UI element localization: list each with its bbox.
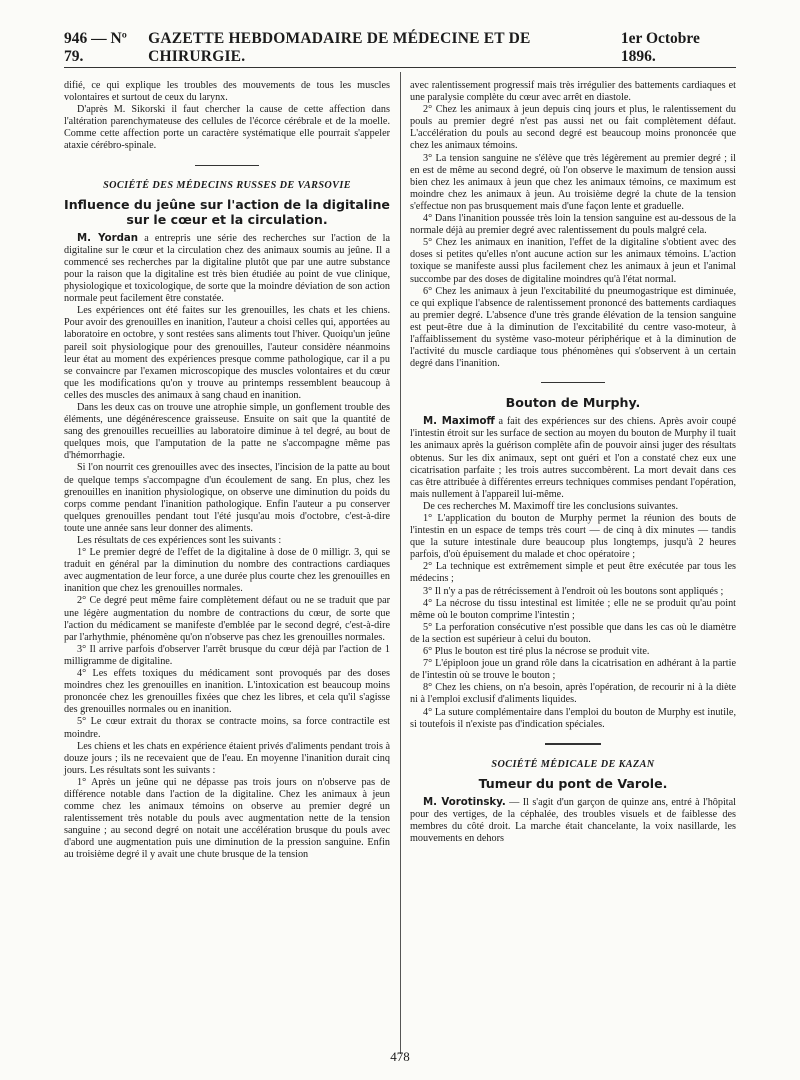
list-item: 6° Plus le bouton est tiré plus la nécrose se produit vite. [423,646,650,658]
paragraph: M. Yordan a entrepris une série des recherches sur l'action de la digitaline sur le cœur et la circulation chez des animaux soumis au jeûne. Il a commencé ses recherches par la digitaline plutôt que par une autre substance pour la raison que la digitaline est très bien étudiée au point de vue clinique, physiologique et toxicologique, de sorte que la moindre déviation de son action normale peut facilement être constatée. [64,232,390,305]
section-heading: SOCIÉTÉ DES MÉDECINS RUSSES DE VARSOVIE [103,179,351,191]
paragraph: difié, ce qui explique les troubles des mouvements de tous les muscles volontaires et surtout de ceux du larynx. [64,80,390,104]
right-column [410,80,736,845]
paragraph: Les expériences ont été faites sur les grenouilles, les chats et les chiens. Pour avoir des grenouilles en inanition, l'auteur a choisi celles qui, apportées au laboratoire en octobre, y sont restées sans aliments tout l'hiver. Quoiqu'un jeûne pareil soit physiologique pour des grenouilles, l'auteur considère néanmoins leur état au moment des expériences presque comme pathologique, car il a pu se convaincre par l'examen microscopique des muscles volontaires et du cœur que les modifications qu'on y trouve au printemps ressemblent beaucoup à celles des muscles des animaux à sang chaud en inanition. [64,305,390,401]
paragraph: D'après M. Sikorski il faut chercher la cause de cette affection dans l'altération parenchymateuse des cellules de l'écorce cérébrale et de la moelle. Comme cette affection porte un caractère systématique elle pourrait s'appeler ataxie cérébro-spinale. [64,104,390,152]
article-title: Bouton de Murphy. [505,395,641,411]
author-name: M. Vorotinsky. [423,796,506,808]
paragraph: M. Maximoff a fait des expériences sur des chiens. Après avoir coupé l'intestin étroit sur les surface de section au moyen du bouton de Murphy il tuait les animaux après la guérison complète afin de pouvoir ainsi juger des résultats obtenus. Sur les dix animaux, sept ont guéri et l'on a constaté chez eux une cicatrisation parfaite ; les trois autres succombèrent. La mort devait dans ces cas être attribuée à différentes erreurs techniques commises pendant l'opération, mais nullement à l'appareil lui-même. [410,416,737,500]
section-heading: SOCIÉTÉ MÉDICALE DE KAZAN [491,758,655,770]
list-item: 6° Chez les animaux à jeun l'excitabilité du pneumogastrique est diminuée, ce qui explique l'absence de ralentissement prononcé des battements cardiaques au premier degré. L'absence d'une très grande élévation de la tension sanguine est peut-être due à la diminution de l'excitabilité du centre vaso-moteur, à l'affaiblissement du système vaso-moteur périphérique et à la diminution de l'activité du muscle cardiaque tous phénomènes qui s'observent à un certain degré dans l'inanition. [410,285,736,370]
issue-date: 1er Octobre 1896. [620,30,700,65]
list-item: 1° L'application du bouton de Murphy permet la réunion des bouts de l'intestin en un espace de temps très court — de cinq à dix minutes — tandis que la suture intestinale dure beaucoup plus longtemps, jusqu'à 2 heures parfois, d'où épuisement du malade et choc opératoire ; [410,513,736,561]
column-divider [400,72,401,1054]
list-item: 1° Après un jeûne qui ne dépasse pas trois jours on n'observe pas de différence notable dans l'action de la digitaline. Chez les animaux à jeun comme chez les animaux témoins on observe au premier degré un ralentissement très notable du pouls avec augmentation nette de la tension sanguine ; au second degré on notait une accélération brusque du pouls avec d'abord une augmentation puis une diminution de la pression sanguine. Enfin au troisième degré il y avait une chute brusque de la tension [64,776,390,861]
list-item: 2° Chez les animaux à jeun depuis cinq jours et plus, le ralentissement du pouls au premier degré n'est pas aussi net ou fait complètement défaut. L'accélération du pouls au second degré est beaucoup moins prononcée que chez les animaux témoins. [410,104,736,152]
list-item: 8° Chez les chiens, on n'a besoin, après l'opération, de recourir ni à la diète ni à l'emploi exclusif d'aliments liquides. [410,682,736,706]
paragraph: Si l'on nourrit ces grenouilles avec des insectes, l'incision de la patte au bout de quelque temps s'accompagne d'un écoulement de sang. En plus, chez les grenouilles en inanition physiologique, on observe une diminution du poids du corps comme pendant l'inanition pathologique. Enfin l'auteur a pu conserver quelques grenouilles pendant tout l'été jusqu'au mois d'octobre, c'est-à-dire toute une année sans leur donner des aliments. [64,462,390,534]
paragraph: avec ralentissement progressif mais très irrégulier des battements cardiaques et une paralysie complète du cœur avec arrêt en diastole. [410,80,736,104]
list-item: 4° La suture complémentaire dans l'emploi du bouton de Murphy est inutile, si toutefois il n'existe pas d'indication spéciales. [410,706,736,730]
list-item: 2° La technique est extrêmement simple et peut être exécutée par tous les médecins ; [410,561,736,585]
list-item: 3° Il arrive parfois d'observer l'arrêt brusque du cœur déjà par l'action de 1 milligramme de digitaline. [64,643,390,667]
section-separator [541,382,605,383]
journal-title: GAZETTE HEBDOMADAIRE DE MÉDECINE ET DE CHIRURGIE. [148,30,531,65]
header-rule [64,67,736,68]
section-separator [195,165,259,166]
list-item: 4° Les effets toxiques du médicament sont provoqués par des doses moindres chez les grenouilles en inanition. L'intoxication est beaucoup moins prononcée chez les grenouilles fixées que chez les libres, et cela qu'il s'agisse des grenouilles normales ou en inanition. [64,668,390,716]
paragraph: Dans les deux cas on trouve une atrophie simple, un gonflement trouble des éléments, une dégénérescence graisseuse. Ensuite on sait que la quantité de sang des grenouilles recueillies au laboratoire diminue à tel degré, au bout de quelques mois, que l'amputation de la patte ne s'accompagne même pas d'hémorrhagie. [64,401,390,462]
paragraph: De ces recherches M. Maximoff tire les conclusions suivantes. [423,500,678,512]
list-item: 3° La tension sanguine ne s'élève que très légèrement au premier degré ; il en est de même au second degré, où l'on observe le maximum de tension aussi bien chez les animaux à jeun que chez les animaux témoins, ce maximum est moindre chez les animaux à jeun. Au troisième degré la chute de la tension s'effectue non pas brusquement mais d'une façon lente et graduelle. [410,152,736,212]
article-title: Tumeur du pont de Varole. [478,775,668,791]
author-name: M. Yordan [77,232,139,244]
left-column [64,80,390,862]
article-title: Influence du jeûne sur l'action de la digitaline sur le cœur et la circulation. [64,196,390,227]
page-header [64,30,736,64]
list-item: 4° La nécrose du tissu intestinal est limitée ; elle ne se produit qu'au point même où le bouton comprime l'intestin ; [410,597,736,621]
paragraph: Les résultats de ces expériences sont les suivants : [77,535,282,546]
list-item: 5° Le cœur extrait du thorax se contracte moins, sa force contractile est moindre. [64,716,390,740]
list-item: 4° Dans l'inanition poussée très loin la tension sanguine est au-dessous de la normale déjà au premier degré avec ralentissement du pouls malgré cela. [410,213,736,237]
list-item: 5° La perforation consécutive n'est possible que dans les cas où le diamètre de la section est supérieur à celui du bouton. [410,621,736,645]
section-separator [545,743,601,745]
page-footer-number: 478 [390,1049,410,1064]
list-item: 1° Le premier degré de l'effet de la digitaline à dose de 0 milligr. 3, qui se traduit en général par la diminution du nombre des contractions cardiaques avec augmentation de leur force, a une durée plus courte chez les grenouilles en inanition que chez les grenouilles normales. [64,547,390,595]
list-item: 2° Ce degré peut même faire complètement défaut ou ne se traduit que par une légère augmentation du nombre de contractions du cœur, de sorte que l'action du médicament se manifeste d'emblée par le second degré, c'est-à-dire par l'arhythmie, phénomène qu'on n'observe pas chez les grenouilles normales. [64,595,390,643]
list-item: 3° Il n'y a pas de rétrécissement à l'endroit où les boutons sont appliqués ; [423,585,724,597]
list-item: 5° Chez les animaux en inanition, l'effet de la digitaline s'obtient avec des doses si petites qu'elles n'ont aucune action sur les animaux témoins. L'action toxique se manifeste aussi plus facilement chez les animaux à jeun et l'animal succombe par des doses de digitaline moindres qu'à l'état normal. [410,237,736,285]
author-name: M. Maximoff [423,416,495,428]
page-number: 946 — Nº 79. [64,30,127,65]
paragraph: M. Vorotinsky. — Il s'agit d'un garçon de quinze ans, entré à l'hôpital pour des vertiges, de la céphalée, des troubles visuels et de faiblesse des membres du côté droit. La marche était chancelante, la voix nasillarde, les mouvements en dehors [410,796,736,845]
paragraph: Les chiens et les chats en expérience étaient privés d'aliments pendant trois à douze jours ; ils ne recevaient que de l'eau. En moyenne l'inanition durait cinq jours. Les résultats sont les suivants : [64,740,391,776]
list-item: 7° L'épiploon joue un grand rôle dans la cicatrisation en adhérant à la partie de l'intestin où se trouve le bouton ; [410,658,736,682]
